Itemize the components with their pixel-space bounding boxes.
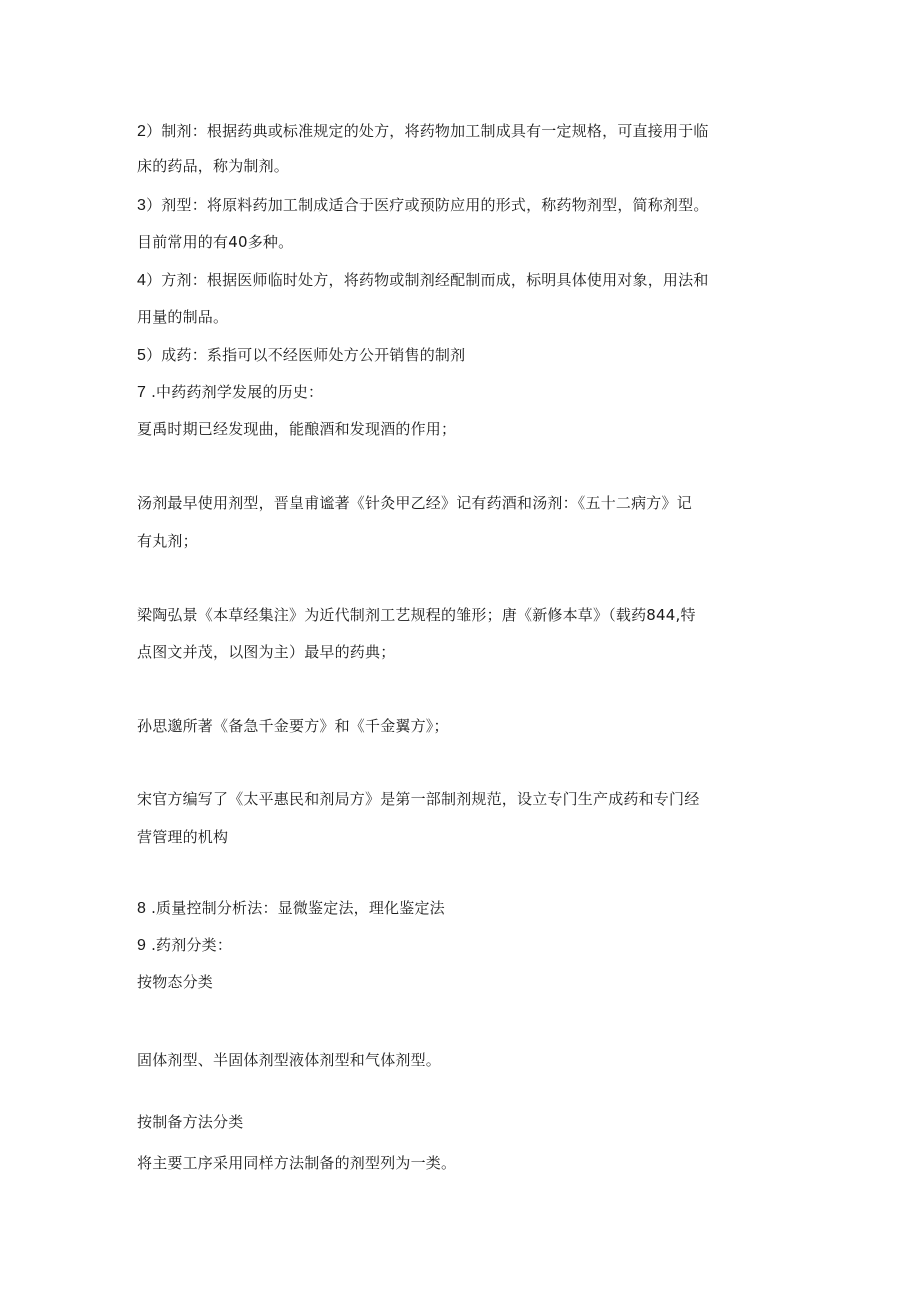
line-text: 按物态分类	[137, 973, 214, 991]
text-line-20	[137, 1050, 797, 1071]
text-line-1	[137, 121, 797, 142]
line-text: .中药药剂学发展的历史：	[146, 383, 324, 401]
item-number: 9	[137, 937, 147, 954]
text-line-18	[137, 935, 797, 956]
text-line-12	[137, 605, 797, 626]
line-text: 将主要工序采用同样方法制备的剂型列为一类。	[137, 1154, 457, 1172]
line-text: .质量控制分析法：显微鉴定法，理化鉴定法	[146, 899, 445, 917]
line-text: 孙思邈所著《备急千金要方》和《千金翼方》；	[137, 717, 449, 735]
text-line-5	[137, 270, 797, 291]
text-line-3	[137, 195, 797, 216]
line-text: 床的药品，称为制剂。	[137, 157, 290, 175]
item-number: 8	[137, 900, 147, 917]
text-line-16	[137, 827, 797, 848]
line-text: ）方剂：根据医师临时处方，将药物或制剂经配制而成，标明具体使用对象，用法和	[146, 271, 709, 289]
item-number: 7	[137, 384, 147, 401]
text-line-17	[137, 898, 797, 919]
text-line-6	[137, 307, 797, 328]
line-text: 用量的制品。	[137, 308, 229, 326]
text-line-13	[137, 642, 797, 663]
item-number: 2	[137, 123, 147, 140]
line-text: ）制剂：根据药典或标准规定的处方，将药物加工制成具有一定规格，可直接用于临	[146, 122, 709, 140]
line-text: 固体剂型、半固体剂型液体剂型和气体剂型。	[137, 1051, 442, 1069]
text-line-10	[137, 493, 797, 514]
text-line-2	[137, 156, 797, 177]
text-line-4	[137, 232, 797, 253]
item-number: 4	[137, 272, 147, 289]
line-text: 梁陶弘景《本草经集注》为近代制剂工艺规程的雏形；唐《新修本草》（载药844,特	[137, 606, 696, 624]
text-line-7	[137, 345, 797, 366]
item-number: 5	[137, 347, 147, 364]
text-line-19	[137, 972, 797, 993]
text-line-22	[137, 1153, 797, 1174]
text-line-21	[137, 1112, 797, 1133]
text-line-11	[137, 531, 797, 552]
line-text: 宋官方编写了《太平惠民和剂局方》是第一部制剂规范，设立专门生产成药和专门经	[137, 790, 700, 808]
line-text: 点图文并茂，以图为主）最早的药典；	[137, 643, 396, 661]
text-line-8	[137, 382, 797, 403]
line-text: 夏禹时期已经发现曲，能酿酒和发现酒的作用；	[137, 420, 457, 438]
line-text: 目前常用的有40多种。	[137, 233, 294, 251]
line-text: 按制备方法分类	[137, 1113, 244, 1131]
text-line-15	[137, 789, 797, 810]
item-number: 3	[137, 197, 147, 214]
text-line-14	[137, 716, 797, 737]
line-text: 汤剂最早使用剂型，晋皇甫谧著《针灸甲乙经》记有药酒和汤剂：《五十二病方》记	[137, 494, 692, 512]
line-text: .药剂分类：	[146, 936, 233, 954]
line-text: ）剂型：将原料药加工制成适合于医疗或预防应用的形式，称药物剂型，简称剂型。	[146, 196, 709, 214]
line-text: 营管理的机构	[137, 828, 229, 846]
line-text: 有丸剂；	[137, 532, 198, 550]
line-text: ）成药：系指可以不经医师处方公开销售的制剂	[146, 346, 466, 364]
text-line-9	[137, 419, 797, 440]
